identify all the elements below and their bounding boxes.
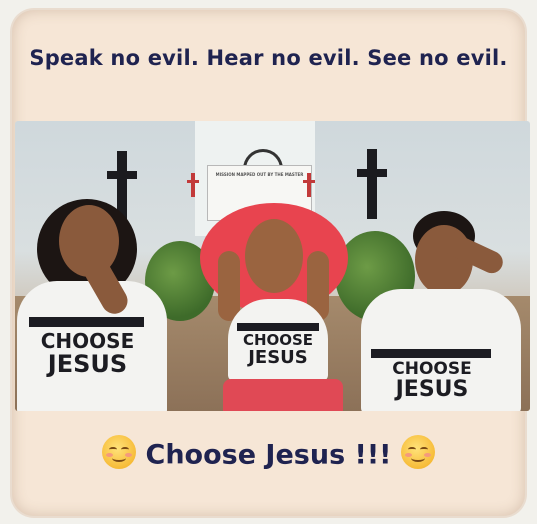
banner-title: MISSION MAPPED OUT BY THE MASTER <box>215 172 304 177</box>
bottom-caption: Choose Jesus !!! <box>145 439 392 471</box>
person-right-shirt-line2: JESUS <box>395 377 469 402</box>
top-caption: Speak no evil. Hear no evil. See no evil. <box>29 46 508 70</box>
smiling-face-icon <box>401 435 435 469</box>
smiling-face-icon <box>102 435 136 469</box>
person-center-arm-left <box>218 251 240 321</box>
person-left-shirt-line2: JESUS <box>47 350 128 378</box>
church-photo <box>15 121 530 411</box>
person-center-skirt <box>223 379 343 411</box>
person-center-shirt-line2: JESUS <box>248 347 308 368</box>
person-left-shirt-line1: CHOOSE <box>40 329 135 353</box>
bottom-caption-row <box>0 438 537 472</box>
person-center-head <box>245 219 303 293</box>
person-right-shirt-line1: CHOOSE <box>392 359 472 379</box>
person-center-shirt-line1: CHOOSE <box>242 331 314 349</box>
